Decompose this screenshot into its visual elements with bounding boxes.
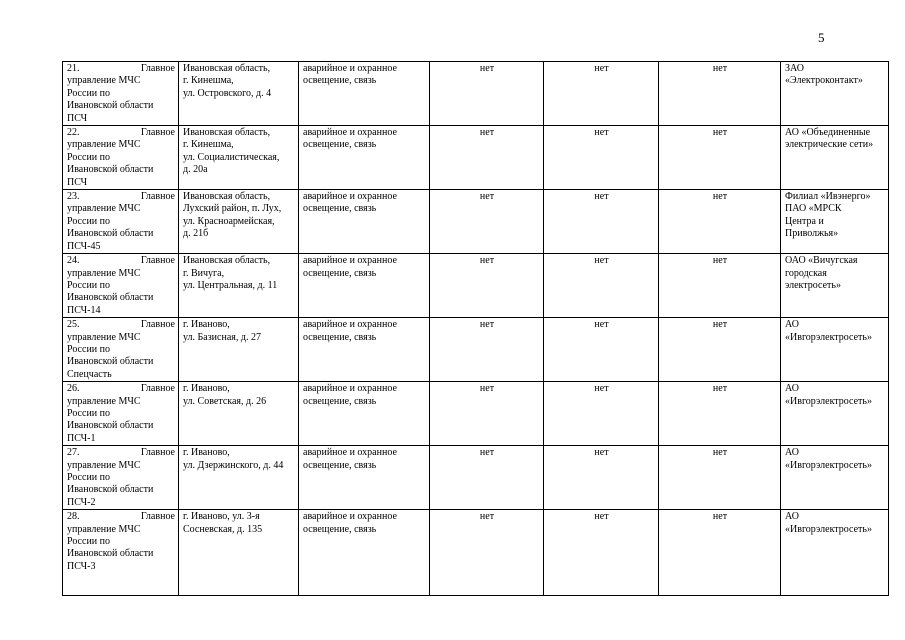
organization-cell bbox=[63, 382, 179, 446]
column-4-cell: нет bbox=[430, 382, 544, 446]
load-type-cell: аварийное и охранное освещение, связь bbox=[299, 382, 430, 446]
supplier-cell: АО «Ивгорэлектросеть» bbox=[781, 446, 889, 510]
organization-name: управление МЧС России по Ивановской области ПСЧ bbox=[67, 75, 154, 124]
organization-first-word: Главное bbox=[140, 511, 175, 523]
column-6-cell: нет bbox=[659, 510, 781, 596]
column-5-cell: нет bbox=[544, 446, 659, 510]
column-5-cell: нет bbox=[544, 382, 659, 446]
column-6-cell: нет bbox=[659, 254, 781, 318]
organization-first-word: Главное bbox=[140, 383, 175, 395]
address-cell: Ивановская область, г. Кинешма, ул. Социалистическая, д. 20а bbox=[179, 126, 299, 190]
address-cell: г. Иваново, ул. Советская, д. 26 bbox=[179, 382, 299, 446]
column-4-cell: нет bbox=[430, 190, 544, 254]
table-row bbox=[63, 126, 889, 190]
row-number: 22. bbox=[67, 127, 80, 139]
organization-cell bbox=[63, 318, 179, 382]
supplier-cell: ЗАО «Электроконтакт» bbox=[781, 62, 889, 126]
column-6-cell: нет bbox=[659, 446, 781, 510]
column-5-cell: нет bbox=[544, 510, 659, 596]
load-type-cell: аварийное и охранное освещение, связь bbox=[299, 190, 430, 254]
organization-name: управление МЧС России по Ивановской области ПСЧ-45 bbox=[67, 203, 154, 252]
supplier-cell: АО «Объединенные электрические сети» bbox=[781, 126, 889, 190]
column-6-cell: нет bbox=[659, 318, 781, 382]
organization-first-word: Главное bbox=[140, 191, 175, 203]
table-row bbox=[63, 510, 889, 596]
table-row bbox=[63, 446, 889, 510]
organization-first-word: Главное bbox=[140, 447, 175, 459]
row-number: 28. bbox=[67, 511, 80, 523]
table-row bbox=[63, 382, 889, 446]
organization-first-word: Главное bbox=[140, 63, 175, 74]
organization-cell bbox=[63, 190, 179, 254]
facilities-table bbox=[62, 61, 889, 596]
column-6-cell: нет bbox=[659, 126, 781, 190]
address-cell: г. Иваново, ул. Дзержинского, д. 44 bbox=[179, 446, 299, 510]
load-type-cell: аварийное и охранное освещение, связь bbox=[299, 254, 430, 318]
row-number: 21. bbox=[67, 63, 80, 74]
load-type-cell: аварийное и охранное освещение, связь bbox=[299, 62, 430, 126]
row-number: 24. bbox=[67, 255, 80, 267]
organization-name: управление МЧС России по Ивановской области ПСЧ-1 bbox=[67, 395, 154, 444]
organization-name: управление МЧС России по Ивановской области ПСЧ bbox=[67, 139, 154, 188]
row-number: 27. bbox=[67, 447, 80, 459]
organization-name: управление МЧС России по Ивановской области ПСЧ-3 bbox=[67, 523, 154, 572]
supplier-cell: АО «Ивгорэлектросеть» bbox=[781, 318, 889, 382]
organization-cell bbox=[63, 126, 179, 190]
load-type-cell: аварийное и охранное освещение, связь bbox=[299, 318, 430, 382]
load-type-cell: аварийное и охранное освещение, связь bbox=[299, 510, 430, 596]
address-cell: г. Иваново, ул. 3-я Сосневская, д. 135 bbox=[179, 510, 299, 596]
organization-name: управление МЧС России по Ивановской области ПСЧ-14 bbox=[67, 267, 154, 316]
organization-cell bbox=[63, 62, 179, 126]
organization-name: управление МЧС России по Ивановской области Спецчасть bbox=[67, 331, 154, 380]
address-cell: Ивановская область, г. Кинешма, ул. Островского, д. 4 bbox=[179, 62, 299, 126]
address-cell: Ивановская область, г. Вичуга, ул. Центральная, д. 11 bbox=[179, 254, 299, 318]
column-4-cell: нет bbox=[430, 62, 544, 126]
column-4-cell: нет bbox=[430, 254, 544, 318]
organization-cell bbox=[63, 254, 179, 318]
organization-name: управление МЧС России по Ивановской области ПСЧ-2 bbox=[67, 459, 154, 508]
organization-cell bbox=[63, 446, 179, 510]
table-row bbox=[63, 190, 889, 254]
column-4-cell: нет bbox=[430, 126, 544, 190]
row-number: 23. bbox=[67, 191, 80, 203]
table-row bbox=[63, 254, 889, 318]
column-4-cell: нет bbox=[430, 318, 544, 382]
row-number: 26. bbox=[67, 383, 80, 395]
organization-first-word: Главное bbox=[140, 319, 175, 331]
table-row bbox=[63, 318, 889, 382]
organization-first-word: Главное bbox=[140, 255, 175, 267]
column-6-cell: нет bbox=[659, 62, 781, 126]
address-cell: г. Иваново, ул. Базисная, д. 27 bbox=[179, 318, 299, 382]
page-number: 5 bbox=[818, 30, 825, 45]
column-5-cell: нет bbox=[544, 318, 659, 382]
column-4-cell: нет bbox=[430, 510, 544, 596]
column-5-cell: нет bbox=[544, 254, 659, 318]
load-type-cell: аварийное и охранное освещение, связь bbox=[299, 446, 430, 510]
column-5-cell: нет bbox=[544, 190, 659, 254]
column-5-cell: нет bbox=[544, 126, 659, 190]
supplier-cell: ОАО «Вичугская городская электросеть» bbox=[781, 254, 889, 318]
column-6-cell: нет bbox=[659, 190, 781, 254]
supplier-cell: Филиал «Ивэнерго» ПАО «МРСК Центра и Приволжья» bbox=[781, 190, 889, 254]
row-number: 25. bbox=[67, 319, 80, 331]
organization-first-word: Главное bbox=[140, 127, 175, 139]
table-row bbox=[63, 62, 889, 126]
column-6-cell: нет bbox=[659, 382, 781, 446]
organization-cell bbox=[63, 510, 179, 596]
supplier-cell: АО «Ивгорэлектросеть» bbox=[781, 510, 889, 596]
load-type-cell: аварийное и охранное освещение, связь bbox=[299, 126, 430, 190]
column-5-cell: нет bbox=[544, 62, 659, 126]
supplier-cell: АО «Ивгорэлектросеть» bbox=[781, 382, 889, 446]
address-cell: Ивановская область, Лухский район, п. Лух, ул. Красноармейская, д. 21б bbox=[179, 190, 299, 254]
column-4-cell: нет bbox=[430, 446, 544, 510]
